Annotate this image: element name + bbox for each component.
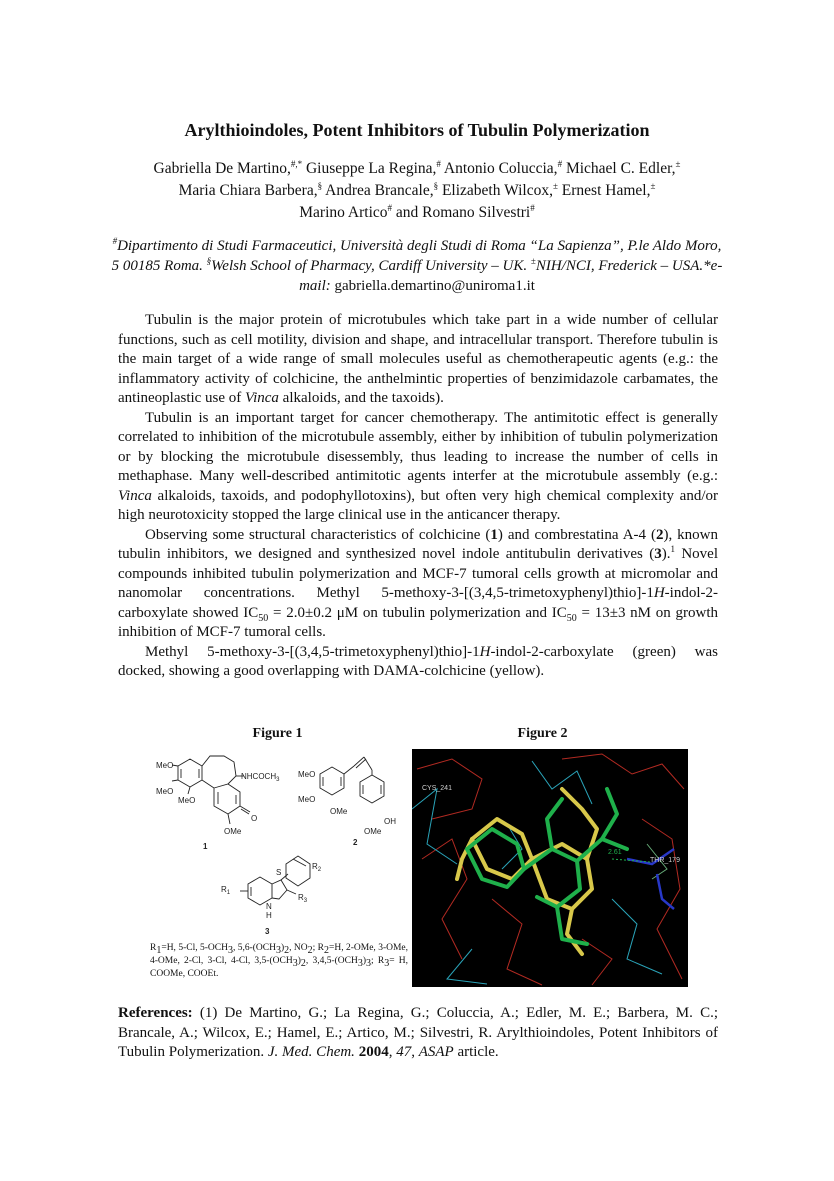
label-ome: OMe [364,827,382,836]
affiliations [110,236,724,296]
label-oh: OH [384,817,396,826]
subscript: 50 [258,612,269,624]
email-address: gabriella.demartino@uniroma1.it [330,278,535,294]
text-run: , 3,4,5-(OCH [305,956,358,966]
text-run: Novel compounds inhibited tubulin polymerization and MCF-7 tumoral cells growth at micromolar and nanomolar concentrations. Methyl 5-methoxy-3-[(3,4,5-trimetoxyphenyl)thio]-1 [118,546,718,601]
citation-mark: 1 [670,544,675,554]
citation-volume: 47 [396,1044,412,1060]
text-run: =H, 2-OMe, 3-OMe, 4-OMe, 2-Cl, 3-Cl, 4-Cl, 3,5-(OCH [150,943,409,966]
text-run: , NO [289,943,308,953]
label-text: R [221,885,227,894]
subscript: 2 [300,957,306,969]
citation-year: 2004 [354,1044,389,1060]
bond [172,780,178,781]
bond-ring [248,877,272,905]
author-mark: § [433,180,439,191]
author-mark: ± [675,158,681,169]
text-run: Tubulin is an important target for cancer chemotherapy. The antimitotic effect is generally correlated to inhibition of the microtubule assembly, either by inhibition of tubulin polymerization or by blocking the microtubule disessembly, thus leading to increase the number of cells in methaphase. Many well-described antimitotic agents interfer at the microtubule assembly (e.g.: [118,409,718,484]
text-run: ; R [312,943,325,953]
subscript: 3 [384,957,390,969]
subscript: 2 [324,944,330,956]
author-name: Giuseppe La Regina, [302,160,437,177]
author-name: Michael C. Edler, [562,160,676,177]
compound-number: 1 [490,526,498,543]
label-meo: MeO [298,770,316,779]
affil-mark: ± [530,256,536,266]
author-mark: # [530,202,535,213]
author-name: Gabriella De Martino, [153,160,291,177]
references [118,1004,718,1063]
italic-term: Vinca [118,487,152,504]
label-ome: OMe [224,827,242,836]
label-n: N [266,902,272,911]
bond [344,766,354,774]
text-run: = 13±3 nM on growth inhibition of MCF-7 tumoral cells. [118,604,718,640]
text-run: =H, 5-Cl, 5-OCH [161,943,228,953]
text-run: ). [661,546,671,562]
bond [356,759,366,768]
references-heading: References: [118,1005,193,1021]
text-run: ; R [371,956,385,966]
affil-mark: § [206,256,212,266]
compound-1-label: 1 [203,842,208,851]
figure-2-docking-image [412,749,688,987]
label-o: O [251,814,258,823]
label-meo: MeO [156,761,174,770]
text-run: alkaloids, and the taxoids). [278,390,444,406]
bond-ring [286,856,310,886]
figure-2-title: Figure 2 [517,726,568,741]
text-run: ) [297,956,301,966]
paragraph-3 [118,526,718,643]
author-list [110,158,724,224]
bond [364,757,372,770]
render-background [412,749,688,987]
indole-labels [221,862,322,936]
figure-1-title: Figure 1 [252,726,303,741]
author-mark: § [317,180,323,191]
label-meo: MeO [178,796,196,805]
label-r3 [298,893,308,904]
text-run: Observing some structural characteristics of colchicine ( [145,526,491,543]
label-s: S [276,868,282,877]
bond [354,757,364,766]
text-run: , 5,6-(OCH [232,943,276,953]
author-name: Antonio Coluccia, [440,160,558,177]
distance-label: 2.61 [608,849,622,856]
colchicine-labels [156,761,280,851]
figure-1-caption [150,942,408,981]
author-mark: ± [650,180,656,191]
label-sub: 3 [276,777,280,783]
text-run: -indol-2-carboxylate showed IC [118,585,718,621]
text-run: -indol-2-carboxylate (green) was docked, showing a good overlapping with DAMA-colchicine (yellow). [118,643,718,679]
paper-title: Arylthioindoles, Potent Inhibitors of Tubulin Polymerization [184,120,650,140]
subscript: 3 [227,944,233,956]
subscript: 1 [156,944,162,956]
italic-term: H [653,585,665,601]
text-run: (1) De Martino, G.; La Regina, G.; Coluccia, A.; Edler, M. E.; Barbera, M. C.; Brancale, A.; Wilcox, E.; Hamel, E.; Artico, M.; Silvestri, R. Arylthioindoles, Potent Inhibitors of Tubulin Polymerization. [118,1005,718,1060]
text-run: article. [453,1044,499,1060]
bond-ring [202,756,236,784]
author-name: Andrea Brancale, [322,182,434,199]
label-r1 [221,885,231,896]
label-sub: 1 [226,890,231,896]
label-nhcoch3 [241,772,280,783]
italic-term: Vinca [245,390,279,406]
author-mark: # [387,202,393,213]
label-sub: 2 [317,867,322,873]
subscript: 2 [284,944,290,956]
italic-term: H [479,643,491,660]
text-run: , [388,1044,397,1060]
bond [202,780,214,788]
affil-text: NIH/NCI, Frederick – USA.*e-mail: [299,258,723,294]
author-mark: # [436,158,441,169]
compound-number: 2 [655,526,664,543]
affil-text: Welsh School of Pharmacy, Cardiff University – UK. [211,258,528,274]
subscript: 3 [357,957,363,969]
label-meo: MeO [156,787,174,796]
compound-3-label: 3 [265,927,270,936]
residue-label: CYS_241 [422,785,452,792]
label-sub: 3 [303,898,308,904]
bond-ring [360,775,384,803]
citation-asap: ASAP [418,1044,454,1060]
text-run: = H, COOMe, COOEt. [150,956,408,979]
text-run: Tubulin is the major protein of microtubules which take part in a wide number of cellular functions, such as cell motility, division and shape, and intracellular transport. Therefore tubulin is the main target of a wide range of small molecules useful as chemotherapeutic agents (e.g.: the inflammatory activity of colchicine, the anthelmintic properties of benzimidazole carbamates, the antineoplastic use of [118,312,718,406]
abstract-body [118,311,718,682]
affil-mark: # [112,236,118,246]
bond [188,787,190,794]
compound-2-label: 2 [353,838,358,847]
affil-text: Dipartimento di Studi Farmaceutici, Università degli Studi di Roma “La Sapienza”, P.le Aldo Moro, 5 00185 Roma. [111,238,722,274]
label-r2 [312,862,322,873]
bond-ring [272,880,287,899]
author-mark: ± [552,180,558,191]
bond-ring [320,767,344,795]
paragraph-1 [118,311,718,409]
paragraph-2 [118,409,718,526]
author-mark: #,* [290,158,303,169]
text-run: R [150,943,157,953]
author-name: Maria Chiara Barbera, [178,182,318,199]
combretastatin-labels [298,770,396,847]
text-run: Methyl 5-methoxy-3-[(3,4,5-trimetoxyphenyl)thio]-1 [145,643,480,660]
bond [287,890,296,894]
label-h: H [266,911,272,920]
paragraph-4 [118,643,718,682]
text-run: ) [362,956,366,966]
text-run: ), known tubulin inhibitors, we designed and synthesized novel indole antitubulin derivatives ( [118,526,719,562]
residue-label: THR_179 [650,857,680,864]
text-run: alkaloids, taxoids, and podophyllotoxins), but often very high chemical complexity and/or high neurotoxicity stopped the large clinical use in the anticancer therapy. [118,487,718,523]
subscript: 2 [307,944,313,956]
author-name: and Romano Silvestri [392,204,531,221]
label-meo: MeO [298,795,316,804]
author-mark: # [557,158,563,169]
subscript: 3 [292,957,298,969]
text-run: = 2.0±0.2 μM on tubulin polymerization and IC [268,604,567,621]
author-name: Ernest Hamel, [557,182,651,199]
subscript: 3 [366,957,371,969]
combretastatin-structure [320,757,384,803]
colchicine-structure [172,756,250,824]
label-ome: OMe [330,807,348,816]
bond [228,814,230,824]
journal-name: J. Med. Chem. [267,1044,355,1060]
author-name: Elizabeth Wilcox, [438,182,553,199]
label-text: NHCOCH [241,772,277,781]
label-text: R [298,893,304,902]
text-run: , [411,1044,419,1060]
text-run: ) [280,943,285,953]
compound-number: 3 [654,546,662,562]
bond-ring [178,759,202,787]
author-name: Marino Artico [299,204,388,221]
subscript: 3 [275,944,281,956]
subscript: 50 [566,612,577,624]
bond [241,809,249,814]
text-run: ) and combrestatina A-4 ( [497,526,656,543]
label-text: R [312,862,318,871]
figure-1-structures [148,748,408,943]
